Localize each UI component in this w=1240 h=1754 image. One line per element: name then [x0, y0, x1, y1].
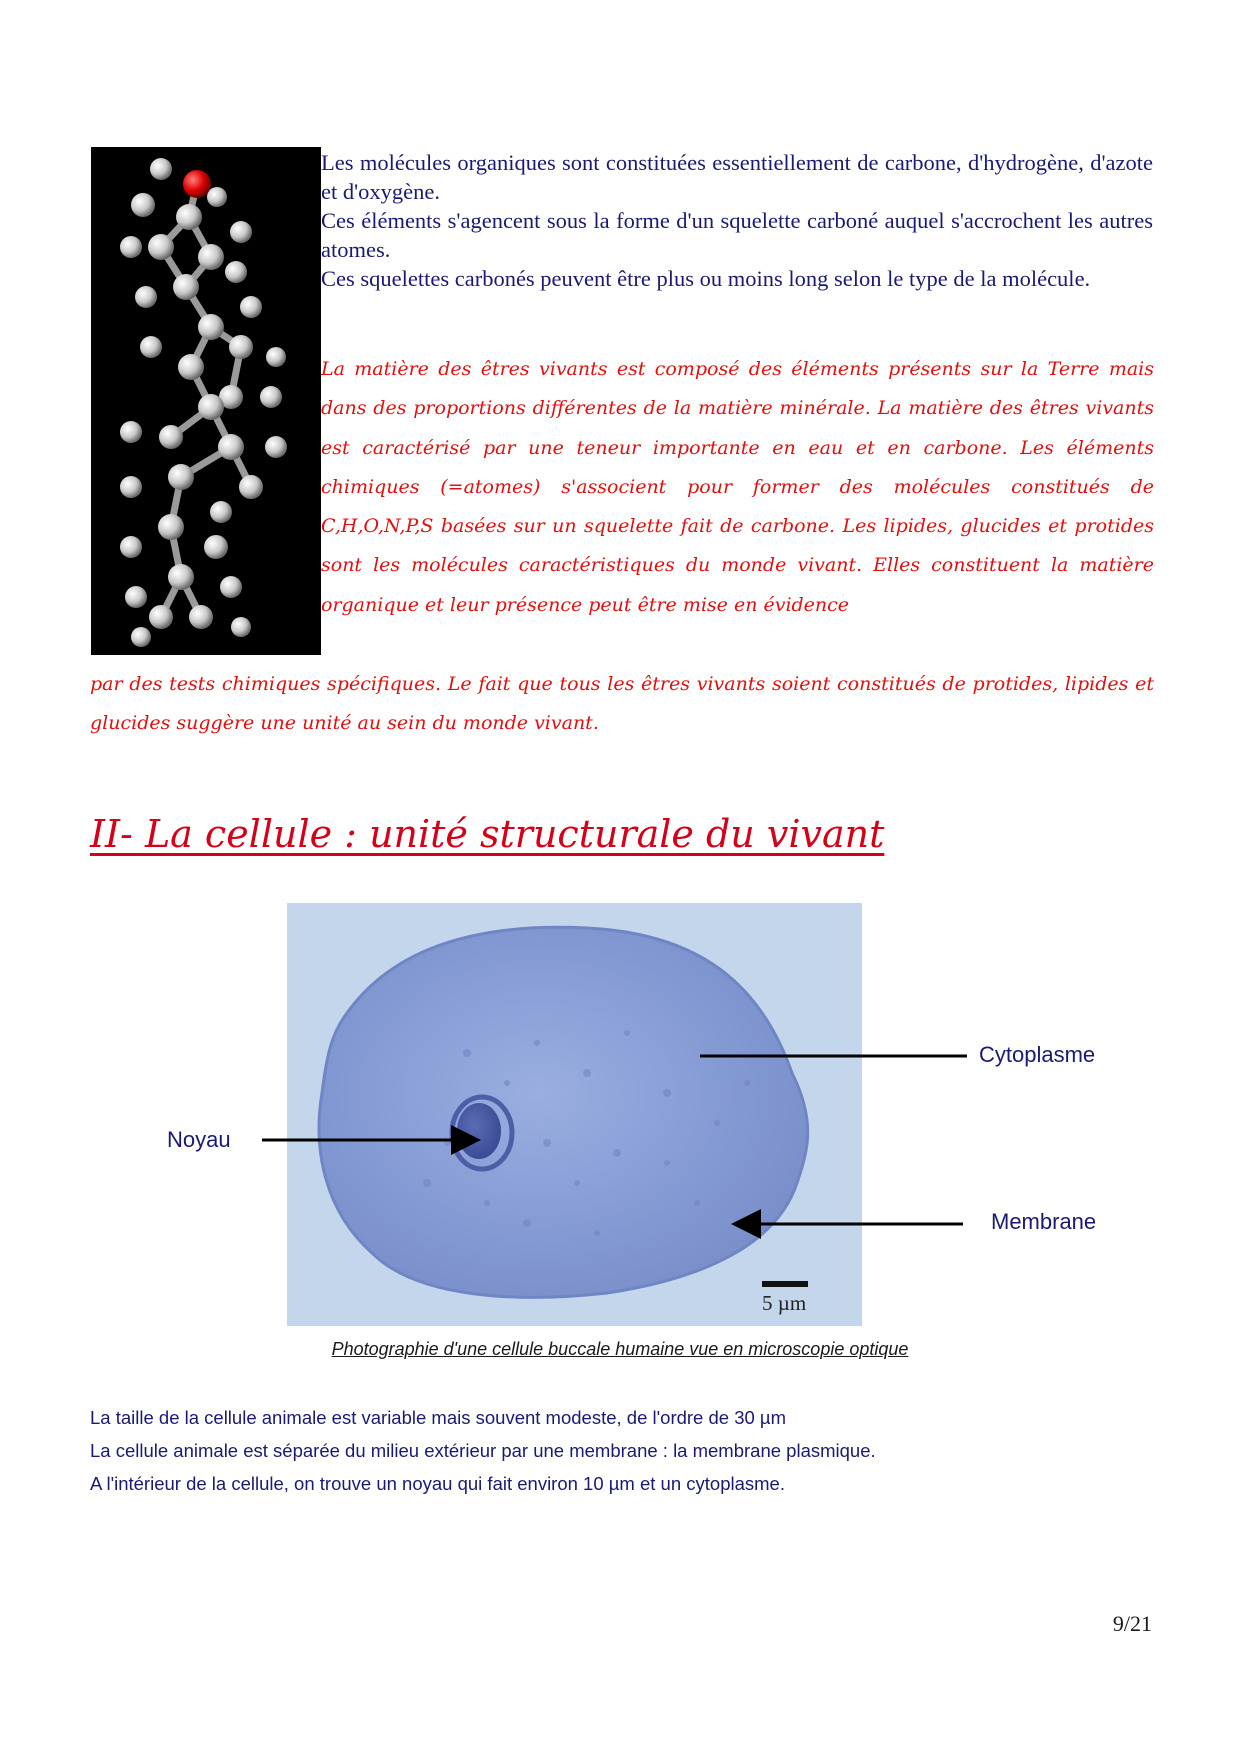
handwritten-text-narrow	[321, 350, 1154, 625]
handwritten-text-wide	[90, 665, 1154, 744]
body-line-3: A l'intérieur de la cellule, on trouve un noyau qui fait environ 10 µm et un cytoplasme.	[90, 1473, 785, 1494]
page-number: 9/21	[1112, 1611, 1152, 1636]
label-cytoplasme: Cytoplasme	[979, 1042, 1096, 1067]
cell-microscope-photo	[287, 903, 862, 1326]
intro-paragraph-2: Ces éléments s'agencent sous la forme d'un squelette carboné auquel s'accrochent les autres atomes.	[321, 208, 1153, 262]
intro-paragraph-1: Les molécules organiques sont constituées essentiellement de carbone, d'hydrogène, d'azote et d'oxygène.	[321, 150, 1153, 204]
intro-text	[321, 148, 1153, 293]
section-title: II- La cellule : unité structurale du vivant	[90, 812, 885, 856]
label-membrane: Membrane	[991, 1209, 1097, 1234]
figure-caption: Photographie d'une cellule buccale humaine vue en microscopie optique	[331, 1339, 909, 1359]
body-line-2: La cellule animale est séparée du milieu extérieur par une membrane : la membrane plasmique.	[90, 1440, 876, 1461]
label-noyau: Noyau	[167, 1127, 231, 1152]
handwritten-paragraph-2: par des tests chimiques spécifiques. Le fait que tous les êtres vivants soient constitués de protides, lipides et glucides suggère une unité au sein du monde vivant.	[90, 673, 1154, 735]
body-line-1: La taille de la cellule animale est variable mais souvent modeste, de l'ordre de 30 µm	[90, 1407, 786, 1428]
handwritten-paragraph-1: La matière des êtres vivants est composé des éléments présents sur la Terre mais dans des proportions différentes de la matière minérale. La matière des êtres vivants est caractérisé par une teneur importante en eau et en carbone. Les éléments chimiques (=atomes) s'associent pour former des molécules constitués de C,H,O,N,P,S basées sur un squelette fait de carbone. Les lipides, glucides et protides sont les molécules caractéristiques du monde vivant. Elles constituent la matière organique et leur présence peut être mise en évidence	[321, 358, 1154, 616]
scale-bar-label: 5 µm	[762, 1291, 807, 1315]
intro-paragraph-3: Ces squelettes carbonés peuvent être plus ou moins long selon le type de la molécule.	[321, 266, 1091, 291]
molecule-model-image	[91, 147, 321, 655]
body-text	[90, 1401, 876, 1500]
